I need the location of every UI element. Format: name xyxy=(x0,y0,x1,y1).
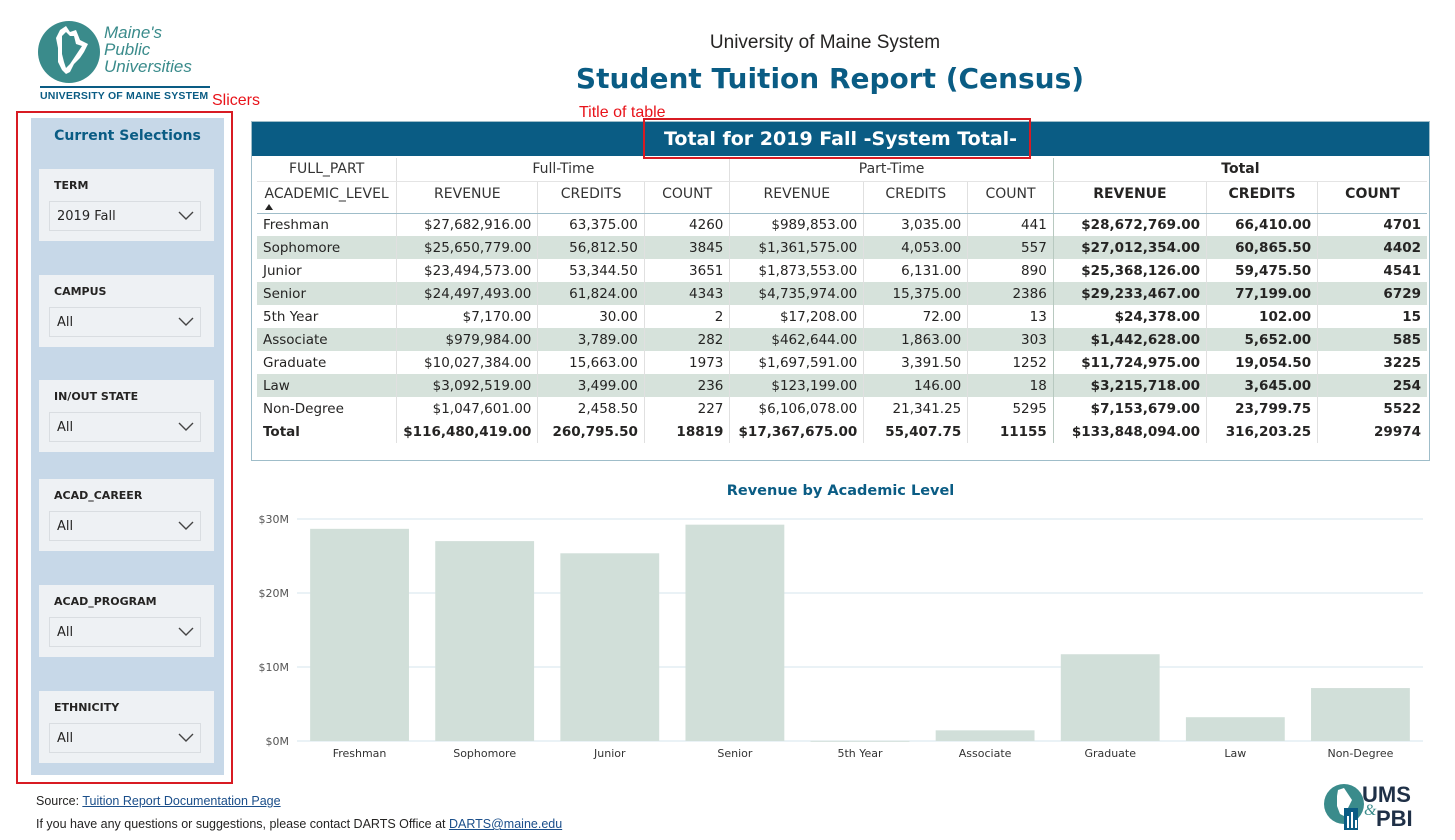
row-header-academic-level[interactable] xyxy=(257,181,397,213)
column-group-part-time[interactable]: Part-Time xyxy=(730,158,1053,181)
table-row xyxy=(257,259,1427,282)
acad-program-dropdown[interactable] xyxy=(49,617,201,647)
chevron-down-icon xyxy=(178,733,194,743)
slicer-ethnicity xyxy=(39,691,214,763)
campus-dropdown[interactable] xyxy=(49,307,201,337)
logo-line-3: Universities xyxy=(104,57,192,76)
cell: 3,391.50 xyxy=(864,351,968,374)
cell: 6,131.00 xyxy=(864,259,968,282)
bar-law[interactable] xyxy=(1186,717,1285,741)
cell: $1,442,628.00 xyxy=(1053,328,1206,351)
cell: 66,410.00 xyxy=(1207,213,1318,236)
footer-source-prefix: Source: xyxy=(36,794,83,808)
y-tick-label: $30M xyxy=(258,513,289,526)
dropdown-value: All xyxy=(57,420,74,435)
col-header-total-credits[interactable]: CREDITS xyxy=(1207,181,1318,213)
slicer-label: CAMPUS xyxy=(54,285,107,298)
bar-freshman[interactable] xyxy=(310,529,409,741)
dropdown-value: All xyxy=(57,519,74,534)
cell: $29,233,467.00 xyxy=(1053,282,1206,305)
report-title: Student Tuition Report (Census) xyxy=(575,62,1085,95)
cell: 282 xyxy=(644,328,730,351)
cell: $27,012,354.00 xyxy=(1053,236,1206,259)
cell: 13 xyxy=(968,305,1054,328)
cell: 15,375.00 xyxy=(864,282,968,305)
cell: 61,824.00 xyxy=(538,282,644,305)
bar-non-degree[interactable] xyxy=(1311,688,1410,741)
chevron-down-icon xyxy=(178,422,194,432)
cell: $989,853.00 xyxy=(730,213,864,236)
dropdown-value: 2019 Fall xyxy=(57,209,116,224)
acad-career-dropdown[interactable] xyxy=(49,511,201,541)
x-tick-label: Sophomore xyxy=(453,747,517,760)
cell: 19,054.50 xyxy=(1207,351,1318,374)
x-tick-label: Non-Degree xyxy=(1327,747,1394,760)
slicer-label: TERM xyxy=(54,179,89,192)
cell: $24,497,493.00 xyxy=(397,282,538,305)
ampersand-text: & xyxy=(1364,802,1377,819)
col-header-pt-credits[interactable]: CREDITS xyxy=(864,181,968,213)
slicer-campus xyxy=(39,275,214,347)
bar-5th-year[interactable] xyxy=(811,741,910,742)
chevron-down-icon xyxy=(178,521,194,531)
slicer-label: IN/OUT STATE xyxy=(54,390,139,403)
x-tick-label: Junior xyxy=(594,747,626,760)
x-tick-label: Associate xyxy=(958,747,1012,760)
x-tick-label: Senior xyxy=(717,747,753,760)
cell: 15 xyxy=(1402,308,1421,325)
cell: 2,458.50 xyxy=(538,397,644,420)
cell: 11155 xyxy=(968,420,1054,443)
cell: 55,407.75 xyxy=(864,420,968,443)
cell: $27,682,916.00 xyxy=(397,213,538,236)
slicer-panel-heading: Current Selections xyxy=(54,128,201,144)
cell: 1973 xyxy=(644,351,730,374)
cell: 236 xyxy=(644,374,730,397)
dropdown-value: All xyxy=(57,315,74,330)
col-header-ft-count[interactable]: COUNT xyxy=(644,181,730,213)
cell: 18 xyxy=(968,374,1054,397)
cell: $116,480,419.00 xyxy=(397,420,538,443)
cell: $23,494,573.00 xyxy=(397,259,538,282)
y-tick-label: $20M xyxy=(258,587,289,600)
row-level: Graduate xyxy=(257,351,397,374)
cell: 3651 xyxy=(644,259,730,282)
slicer-panel xyxy=(31,118,224,775)
cell: $17,367,675.00 xyxy=(730,420,864,443)
y-tick-label: $10M xyxy=(258,661,289,674)
slicer-in-out-state xyxy=(39,380,214,452)
logo-subtitle: UNIVERSITY OF MAINE SYSTEM xyxy=(40,90,209,102)
cell: 1252 xyxy=(968,351,1054,374)
slicer-label: ETHNICITY xyxy=(54,701,120,714)
cell: 3845 xyxy=(644,236,730,259)
row-level: Junior xyxy=(257,259,397,282)
ethnicity-dropdown[interactable] xyxy=(49,723,201,753)
cell: 56,812.50 xyxy=(538,236,644,259)
cell: 5,652.00 xyxy=(1207,328,1318,351)
pbi-text: PBI xyxy=(1376,806,1413,831)
cell: 4541 xyxy=(1383,262,1421,279)
cell: $6,106,078.00 xyxy=(730,397,864,420)
dropdown-value: All xyxy=(57,731,74,746)
col-header-pt-revenue[interactable]: REVENUE xyxy=(730,181,864,213)
cell: 72.00 xyxy=(864,305,968,328)
cell: 260,795.50 xyxy=(538,420,644,443)
row-level: Associate xyxy=(257,328,397,351)
table-row xyxy=(257,282,1427,305)
annotation-slicers: Slicers xyxy=(212,92,261,109)
row-level: Total xyxy=(257,420,397,443)
cell: 77,199.00 xyxy=(1207,282,1318,305)
cell: $3,215,718.00 xyxy=(1053,374,1206,397)
col-header-ft-credits[interactable]: CREDITS xyxy=(538,181,644,213)
sort-ascending-icon xyxy=(265,204,273,210)
cell: 5522 xyxy=(1383,400,1421,417)
chevron-down-icon xyxy=(178,627,194,637)
cell: 4260 xyxy=(644,213,730,236)
slicer-acad-career xyxy=(39,479,214,551)
cell: 21,341.25 xyxy=(864,397,968,420)
cell: 254 xyxy=(1318,374,1427,397)
cell: 18819 xyxy=(644,420,730,443)
bar-junior[interactable] xyxy=(560,553,659,741)
cell: 303 xyxy=(968,328,1054,351)
cell: $11,724,975.00 xyxy=(1053,351,1206,374)
annotation-title-of-table: Title of table xyxy=(579,104,666,121)
cell: 146.00 xyxy=(864,374,968,397)
cell: 2386 xyxy=(968,282,1054,305)
darts-email-link[interactable]: DARTS@maine.edu xyxy=(448,817,563,831)
table-row xyxy=(257,328,1427,351)
bar-senior[interactable] xyxy=(685,525,784,741)
cell: $1,873,553.00 xyxy=(730,259,864,282)
cell: $24,378.00 xyxy=(1053,305,1206,328)
column-group-total[interactable]: Total xyxy=(1053,158,1427,181)
col-header-total-count[interactable]: COUNT xyxy=(1318,181,1427,213)
table-title: Total for 2019 Fall -System Total- xyxy=(252,122,1429,156)
cell: 4343 xyxy=(644,282,730,305)
slicer-label: ACAD_PROGRAM xyxy=(54,595,157,608)
table-row xyxy=(257,213,1427,236)
documentation-link[interactable]: Tuition Report Documentation Page xyxy=(82,794,281,808)
cell: $462,644.00 xyxy=(730,328,864,351)
y-tick-label: $0M xyxy=(265,735,289,748)
cell: $28,672,769.00 xyxy=(1053,213,1206,236)
bar-sophomore[interactable] xyxy=(435,541,534,741)
cell: 1,863.00 xyxy=(864,328,968,351)
cell: 3,789.00 xyxy=(538,328,644,351)
revenue-bar-chart xyxy=(245,505,1435,767)
cell: 585 xyxy=(1318,328,1427,351)
table-row xyxy=(257,351,1427,374)
cell: 4,053.00 xyxy=(864,236,968,259)
cell: $1,361,575.00 xyxy=(730,236,864,259)
cell: $7,153,679.00 xyxy=(1053,397,1206,420)
bar-graduate[interactable] xyxy=(1061,654,1160,741)
cell: 441 xyxy=(968,213,1054,236)
cell: $3,092,519.00 xyxy=(397,374,538,397)
x-tick-label: Graduate xyxy=(1084,747,1137,760)
table-row xyxy=(257,397,1427,420)
cell: 29974 xyxy=(1374,423,1421,440)
logo-line-1: Maine's xyxy=(104,23,163,42)
cell: 4402 xyxy=(1318,236,1427,259)
ums-pbi-logo xyxy=(1320,778,1430,836)
x-tick-label: Freshman xyxy=(332,747,387,760)
cell: $25,368,126.00 xyxy=(1053,259,1206,282)
table-row xyxy=(257,236,1427,259)
cell: $1,697,591.00 xyxy=(730,351,864,374)
col-header-ft-revenue[interactable]: REVENUE xyxy=(397,181,538,213)
cell: 15,663.00 xyxy=(538,351,644,374)
academic-level-header-label: ACADEMIC_LEVEL xyxy=(264,185,389,202)
dropdown-value: All xyxy=(57,625,74,640)
table-total-row xyxy=(257,420,1427,443)
footer-source xyxy=(36,794,281,808)
chevron-down-icon xyxy=(178,211,194,221)
footer-contact-prefix: If you have any questions or suggestions, please contact DARTS Office at xyxy=(36,817,449,831)
cell: 53,344.50 xyxy=(538,259,644,282)
slicer-term xyxy=(39,169,214,241)
term-dropdown[interactable] xyxy=(49,201,201,231)
table-row xyxy=(257,374,1427,397)
cell: 2 xyxy=(644,305,730,328)
x-tick-label: Law xyxy=(1224,747,1247,760)
bar-associate[interactable] xyxy=(936,730,1035,741)
row-level: Sophomore xyxy=(257,236,397,259)
ums-text: UMS xyxy=(1362,782,1411,807)
table-title-annotation-box xyxy=(643,118,1031,159)
cell: $133,848,094.00 xyxy=(1053,420,1206,443)
cell: 6729 xyxy=(1318,282,1427,305)
tuition-matrix xyxy=(251,121,1430,461)
chart-title: Revenue by Academic Level xyxy=(726,483,955,499)
cell: $979,984.00 xyxy=(397,328,538,351)
row-level: 5th Year xyxy=(257,305,397,328)
x-tick-label: 5th Year xyxy=(837,747,883,760)
cell: 4701 xyxy=(1383,216,1421,233)
cell: 23,799.75 xyxy=(1207,397,1318,420)
cell: 63,375.00 xyxy=(538,213,644,236)
cell: 890 xyxy=(968,259,1054,282)
cell: 30.00 xyxy=(538,305,644,328)
col-header-pt-count[interactable]: COUNT xyxy=(968,181,1054,213)
cell: $10,027,384.00 xyxy=(397,351,538,374)
footer-contact xyxy=(36,817,562,831)
cell: 3,035.00 xyxy=(864,213,968,236)
cell: 3,499.00 xyxy=(538,374,644,397)
tuition-table xyxy=(257,158,1427,443)
cell: 557 xyxy=(968,236,1054,259)
cell: 3,645.00 xyxy=(1207,374,1318,397)
table-row xyxy=(257,305,1427,328)
row-level: Law xyxy=(257,374,397,397)
row-level: Non-Degree xyxy=(257,397,397,420)
cell: 227 xyxy=(644,397,730,420)
cell: $4,735,974.00 xyxy=(730,282,864,305)
slicer-acad-program xyxy=(39,585,214,657)
row-header-full-part: FULL_PART xyxy=(257,158,397,181)
cell: $1,047,601.00 xyxy=(397,397,538,420)
cell: 5295 xyxy=(968,397,1054,420)
cell: 3225 xyxy=(1383,354,1421,371)
col-header-total-revenue[interactable]: REVENUE xyxy=(1053,181,1206,213)
row-level: Senior xyxy=(257,282,397,305)
cell: 60,865.50 xyxy=(1207,236,1318,259)
cell: $25,650,779.00 xyxy=(397,236,538,259)
cell: 59,475.50 xyxy=(1207,259,1318,282)
cell: $17,208.00 xyxy=(730,305,864,328)
column-group-full-time[interactable]: Full-Time xyxy=(397,158,730,181)
row-level: Freshman xyxy=(257,213,397,236)
cell: $123,199.00 xyxy=(730,374,864,397)
cell: $7,170.00 xyxy=(397,305,538,328)
cell: 316,203.25 xyxy=(1207,420,1318,443)
in-out-state-dropdown[interactable] xyxy=(49,412,201,442)
logo-line-2: Public xyxy=(104,40,151,59)
cell: 102.00 xyxy=(1207,305,1318,328)
chevron-down-icon xyxy=(178,317,194,327)
slicer-label: ACAD_CAREER xyxy=(54,489,143,502)
report-subtitle: University of Maine System xyxy=(709,32,941,53)
